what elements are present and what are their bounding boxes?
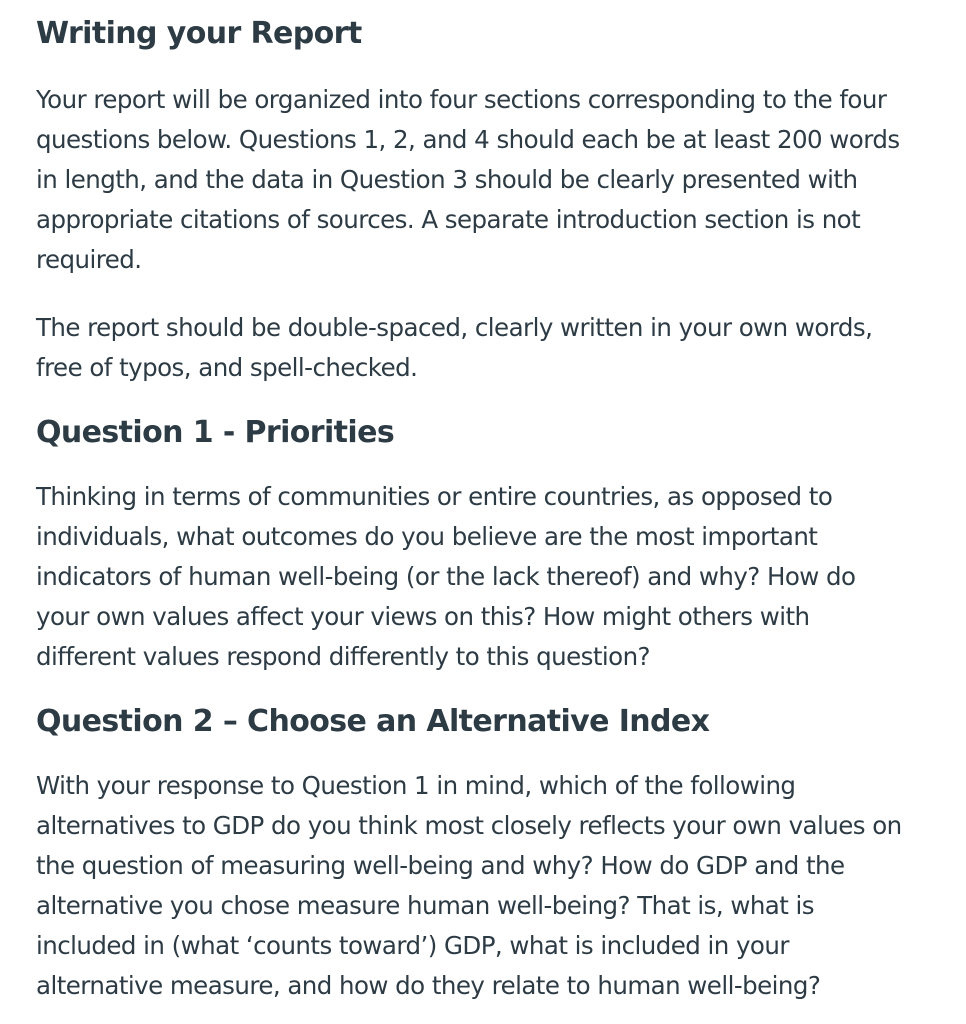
paragraph-line: included in (what ‘counts toward’) GDP, what is included in your (36, 931, 789, 960)
paragraph-line: in length, and the data in Question 3 should be clearly presented with (36, 165, 858, 194)
paragraph-line: The report should be double-spaced, clearly written in your own words, (36, 313, 873, 342)
section-heading-question-1: Question 1 - Priorities (36, 415, 395, 450)
intro-paragraph (36, 80, 900, 280)
paragraph-line: alternative measure, and how do they relate to human well-being? (36, 971, 821, 1000)
paragraph-line: Your report will be organized into four sections corresponding to the four (36, 85, 887, 114)
section-heading-question-2: Question 2 – Choose an Alternative Index (36, 704, 710, 739)
paragraph-line: different values respond differently to this question? (36, 642, 651, 671)
paragraph-line: appropriate citations of sources. A separate introduction section is not (36, 205, 861, 234)
paragraph-line: the question of measuring well-being and why? How do GDP and the (36, 851, 845, 880)
paragraph-line: alternatives to GDP do you think most closely reflects your own values on (36, 811, 902, 840)
paragraph-line: free of typos, and spell-checked. (36, 353, 418, 382)
paragraph-line: questions below. Questions 1, 2, and 4 should each be at least 200 words (36, 125, 900, 154)
question-2-paragraph (36, 766, 902, 1006)
paragraph-line: your own values affect your views on this? How might others with (36, 602, 810, 631)
paragraph-line: With your response to Question 1 in mind, which of the following (36, 771, 796, 800)
paragraph-line: indicators of human well-being (or the lack thereof) and why? How do (36, 562, 856, 591)
paragraph-line: individuals, what outcomes do you believe are the most important (36, 522, 818, 551)
paragraph-line: Thinking in terms of communities or entire countries, as opposed to (36, 482, 833, 511)
paragraph-line: alternative you chose measure human well-being? That is, what is (36, 891, 815, 920)
section-heading-writing-report: Writing your Report (36, 16, 362, 51)
paragraph-line: required. (36, 245, 142, 274)
question-1-paragraph (36, 477, 855, 677)
format-paragraph (36, 308, 872, 388)
